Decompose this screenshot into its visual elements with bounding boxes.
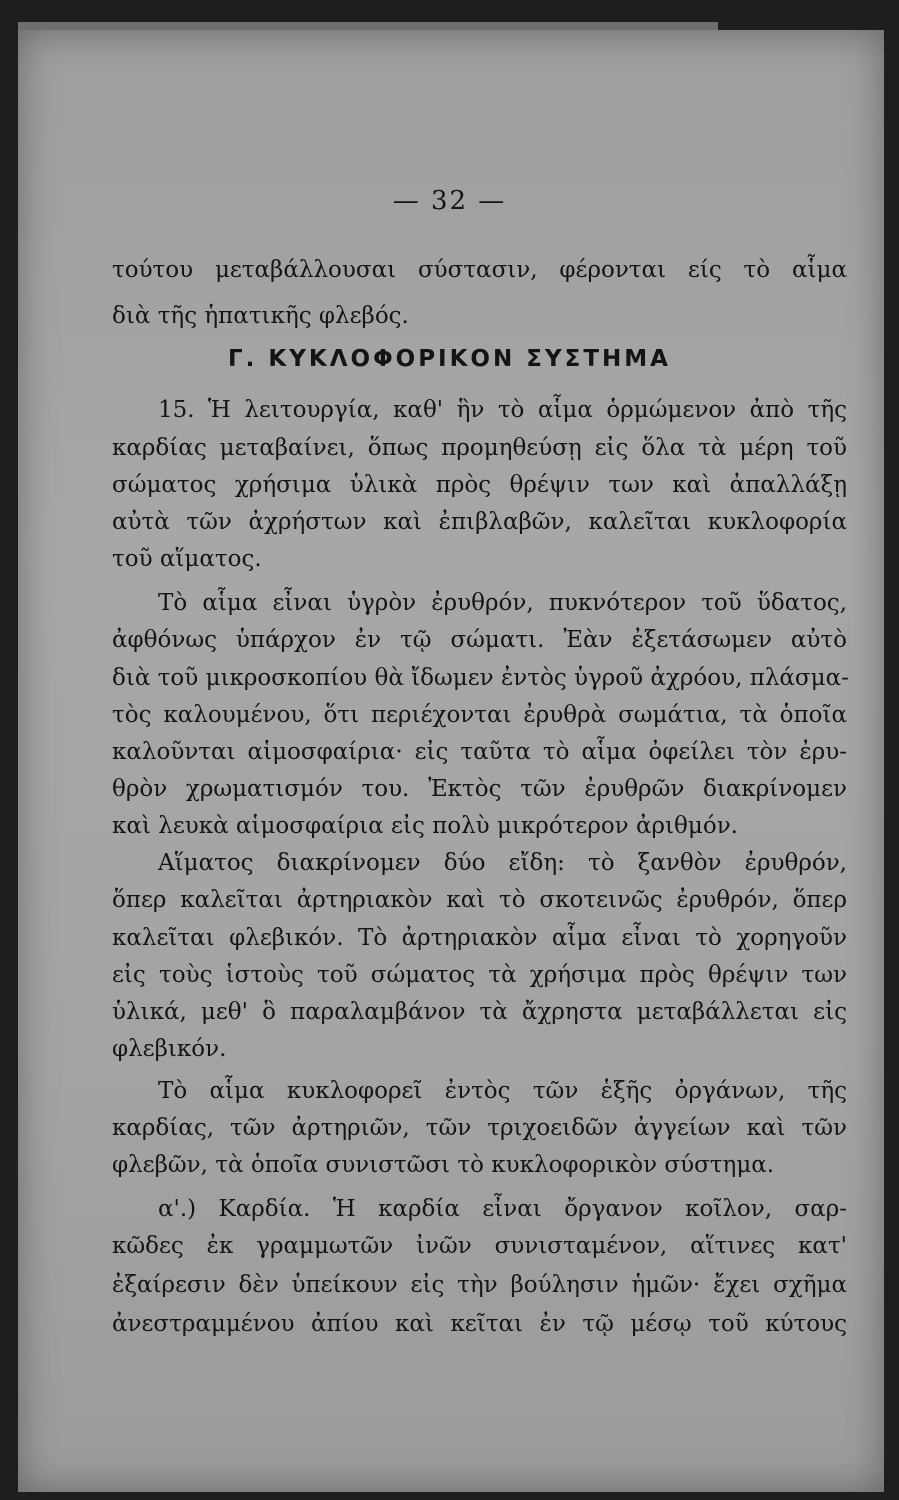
page-number: — 32 — (392, 186, 507, 216)
text-line: 15. Ἡ λειτουργία, καθ' ἣν τὸ αἷμα ὁρμώμενον ἀπὸ τῆς (158, 397, 847, 423)
text-line: ἐξαίρεσιν δὲν ὑπείκουν εἰς τὴν βούλησιν ἡμῶν· ἔχει σχῆμα (112, 1272, 847, 1298)
text-line: τούτου μεταβάλλουσαι σύστασιν, φέρονται είς τὸ αἷμα (112, 257, 847, 283)
text-line: σώματος χρήσιμα ὑλικὰ πρὸς θρέψιν των καὶ ἀπαλλάξῃ (112, 472, 847, 498)
text-line: ἀνεστραμμένου ἀπίου καὶ κεῖται ἐν τῷ μέσῳ τοῦ κύτους (112, 1311, 847, 1337)
text-line: αὐτὰ τῶν ἀχρήστων καὶ ἐπιβλαβῶν, καλεῖται κυκλοφορία (112, 509, 847, 535)
text-line: Τὸ αἷμα εἶναι ὑγρὸν ἐρυθρόν, πυκνότερον τοῦ ὕδατος, (158, 590, 847, 616)
text-line: θρὸν χρωματισμόν του. Ἐκτὸς τῶν ἐρυθρῶν διακρίνομεν (112, 776, 847, 802)
text-line: τὸς καλουμένου, ὅτι περιέχονται ἐρυθρὰ σωμάτια, τὰ ὁποῖα (112, 702, 847, 728)
text-line: κῶδες ἐκ γραμμωτῶν ἰνῶν συνισταμένον, αἵτινες κατ' (112, 1233, 847, 1259)
text-line: καρδίας μεταβαίνει, ὅπως προμηθεύσῃ εἰς ὅλα τὰ μέρη τοῦ (112, 435, 847, 461)
text-line: φλεβικόν. (112, 1036, 227, 1062)
text-line: Αἵματος διακρίνομεν δύο εἴδη: τὸ ξανθὸν ἐρυθρόν, (158, 850, 847, 876)
text-line: φλεβῶν, τὰ ὁποῖα συνιστῶσι τὸ κυκλοφορικὸν σύστημα. (112, 1152, 775, 1178)
text-line: ὅπερ καλεῖται ἀρτηριακὸν καὶ τὸ σκοτεινῶς ἐρυθρόν, ὅπερ (112, 887, 847, 913)
section-heading: Γ. ΚΥΚΛΟΦΟΡΙΚΟΝ ΣΥΣΤΗΜΑ (228, 346, 671, 372)
text-line: ἀφθόνως ὑπάρχον ἐν τῷ σώματι. Ἐὰν ἐξετάσωμεν αὐτὸ (112, 627, 847, 653)
text-line: καὶ λευκὰ αἱμοσφαίρια εἰς πολὺ μικρότερον ἀριθμόν. (112, 813, 738, 839)
text-line: διὰ τῆς ἡπατικῆς φλεβός. (112, 303, 409, 329)
text-line: διὰ τοῦ μικροσκοπίου θὰ ἴδωμεν ἐντὸς ὑγροῦ ἀχρόου, πλάσμα- (112, 665, 849, 691)
text-line: Τὸ αἷμα κυκλοφορεῖ ἐντὸς τῶν ἑξῆς ὀργάνων, τῆς (158, 1078, 847, 1104)
text-line: καρδίας, τῶν ἀρτηριῶν, τῶν τριχοειδῶν ἀγγείων καὶ τῶν (112, 1115, 847, 1141)
text-line: καλεῖται φλεβικόν. Τὸ ἀρτηριακὸν αἷμα εἶναι τὸ χορηγοῦν (112, 925, 847, 951)
text-line: α'.) Καρδία. Ἡ καρδία εἶναι ὄργανον κοῖλον, σαρ- (158, 1196, 847, 1222)
text-line: ὑλικά, μεθ' ὃ παραλαμβάνον τὰ ἄχρηστα μεταβάλλεται εἰς (112, 999, 847, 1025)
text-line: εἰς τοὺς ἱστοὺς τοῦ σώματος τὰ χρήσιμα πρὸς θρέψιν των (112, 962, 847, 988)
text-line: καλοῦνται αἱμοσφαίρια· εἰς ταῦτα τὸ αἷμα ὀφείλει τὸν ἐρυ- (112, 739, 847, 765)
text-line: τοῦ αἵματος. (112, 546, 262, 572)
